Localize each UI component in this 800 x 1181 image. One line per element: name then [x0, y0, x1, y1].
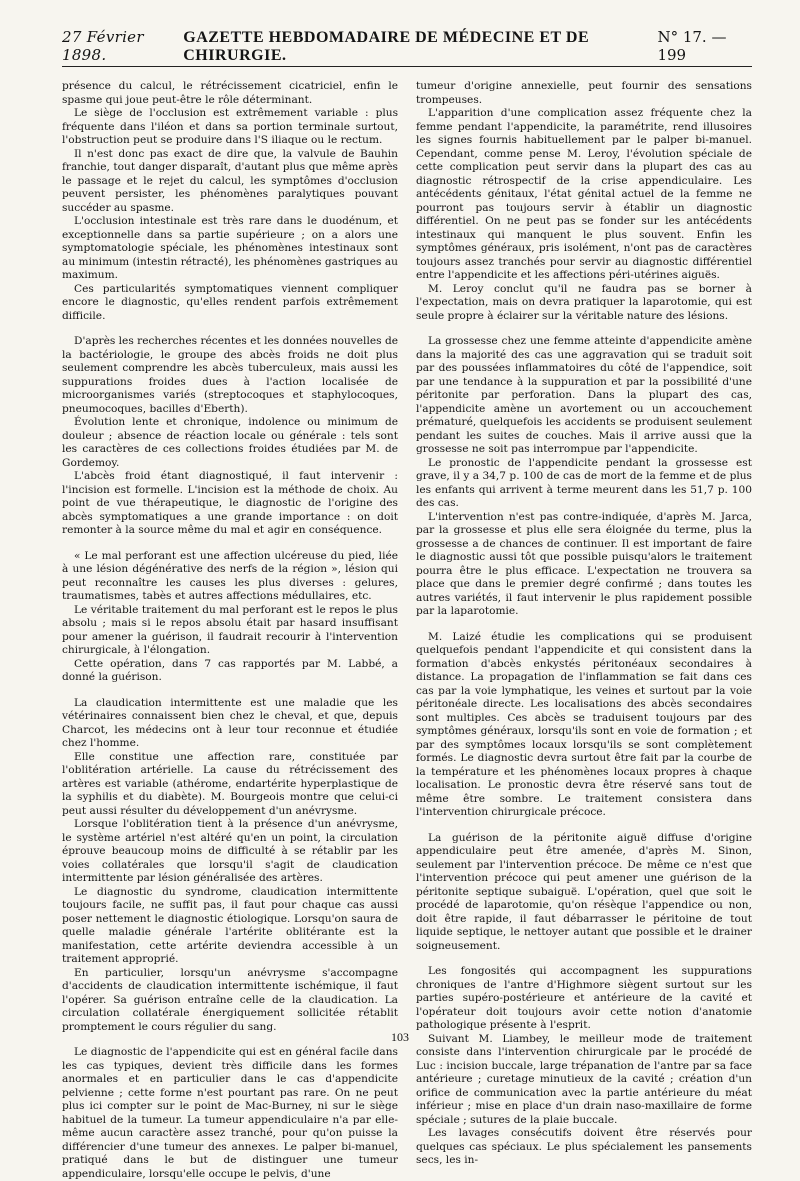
issue-number: N° 17. — 199: [657, 28, 727, 64]
journal-title: GAZETTE HEBDOMADAIRE DE MÉDECINE ET DE CHIRURGIE.: [183, 29, 590, 64]
page-header: [62, 28, 752, 67]
paragraph: La claudication intermittente est une maladie que les vétérinaires connaissent bien chez le cheval, et que, depuis Charcot, les médecins ont à leur tour reconnue et étudiée chez l'homme.: [62, 696, 398, 749]
paragraph: L'occlusion intestinale est très rare dans le duodénum, et exceptionnelle dans sa partie supérieure ; on a alors une symptomatologie spéciale, les phénomènes intestinaux sont au minimum (intestin rétracté), les phénomènes gastriques au maximum.: [62, 215, 398, 281]
paragraph: M. Laizé étudie les complications qui se produisent quelquefois pendant l'appendicite et qui consistent dans la formation d'abcès enkystés péritonéaux secondaires à distance. La propagation de l'inflammation se fait dans ces cas par la voie lymphatique, les veines et surtout par la voie péritonéale directe. Les localisations des abcès secondaires sont multiples. Ces abcès se traduisent toujours par des symptômes généraux, lorsqu'ils sont en voie de formation ; et par des symptômes locaux lorsqu'ils se sont complètement formés. Le diagnostic devra surtout être fait par la courbe de la température et les phénomènes locaux propres à chaque localisation. Le pronostic devra être réservé sans tout de même être sombre. Le traitement consistera dans l'intervention chirurgicale précoce.: [416, 630, 752, 818]
paragraph: D'après les recherches récentes et les données nouvelles de la bactériologie, le groupe des abcès froids ne doit plus seulement comprendre les abcès tuberculeux, mais aussi les suppurations froides dues à l'action localisée de microorganismes variés (streptocoques et staphylocoques, pneumocoques, bacilles d'Eberth).: [62, 335, 398, 415]
section-break: [62, 323, 398, 335]
section-break: [416, 953, 752, 965]
paragraph: M. Leroy conclut qu'il ne faudra pas se borner à l'expectation, mais on devra pratiquer la laparotomie, qui est seule propre à éclairer sur la véritable nature des lésions.: [416, 282, 752, 322]
section-break: [416, 323, 752, 335]
paragraph: En particulier, lorsqu'un anévrysme s'accompagne d'accidents de claudication intermittente ischémique, il faut l'opérer. Sa guérison entraîne celle de la claudication. La circulation collatérale énergiquement sollicitée rétablit promptement le cours régulier du sang.: [62, 966, 398, 1033]
paragraph: Les fongosités qui accompagnent les suppurations chroniques de l'antre d'Highmore siègent surtout sur les parties supéro-postérieure et antérieure de la cavité et l'opérateur doit toujours avoir cette notion d'anatomie pathologique présente à l'esprit.: [416, 965, 752, 1031]
paragraph: La grossesse chez une femme atteinte d'appendicite amène dans la majorité des cas une aggravation qui se traduit soit par des poussées inflammatoires du côté de l'appendice, soit par une tendance à la suppuration et par la possibilité d'une péritonite par perforation. Dans la plupart des cas, l'appendicite amène un avortement ou un accouchement prématuré, quelquefois les accidents se produisent seulement pendant les suites de couches. Mais il arrive aussi que la grossesse ne soit pas interrompue par l'appendicite.: [416, 335, 752, 455]
paragraph: Ces particularités symptomatiques viennent compliquer encore le diagnostic, qu'elles rendent parfois extrêmement difficile.: [62, 282, 398, 322]
paragraph: « Le mal perforant est une affection ulcéreuse du pied, liée à une lésion dégénérative des nerfs de la région », lésion qui peut reconnaître les causes les plus diverses : gelures, traumatismes, tabès et autres affections médullaires, etc.: [62, 549, 398, 602]
paragraph: L'abcès froid étant diagnostiqué, il faut intervenir : l'incision est formelle. L'incision est la méthode de choix. Au point de vue thérapeutique, le diagnostic de l'origine des abcès symptomatiques a une grande importance : on doit remonter à la source même du mal et agir en conséquence.: [62, 470, 398, 536]
paragraph: Le diagnostic du syndrome, claudication intermittente toujours facile, ne suffit pas, il faut pour chaque cas aussi poser nettement le diagnostic étiologique. Lorsqu'on saura de quelle maladie générale l'artérite oblitérante est la manifestation, cette artérite deviendra accessible à un traitement approprié.: [62, 885, 398, 965]
paragraph: Il n'est donc pas exact de dire que, la valvule de Bauhin franchie, tout danger disparaît, d'autant plus que même après le passage et le rejet du calcul, les symptômes d'occlusion peuvent persister, les phénomènes paralytiques pouvant succéder au spasme.: [62, 147, 398, 214]
paragraph: La guérison de la péritonite aiguë diffuse d'origine appendiculaire peut être amenée, d'après M. Sinon, seulement par l'intervention précoce. De même ce n'est que l'intervention précoce qui peut amener une guérison de la péritonite septique subaiguë. L'opération, quel que soit le procédé de laparotomie, qu'on résèque l'appendice ou non, doit être rapide, il faut débarrasser le péritoine de tout liquide septique, le nettoyer autant que possible et le drainer soigneusement.: [416, 831, 752, 952]
paragraph: Le véritable traitement du mal perforant est le repos le plus absolu ; mais si le repos absolu était par hasard insuffisant pour amener la guérison, il faudrait recourir à l'intervention chirurgicale, à l'élongation.: [62, 603, 398, 656]
section-break: [62, 685, 398, 697]
issue-date: 27 Février 1898.: [62, 28, 144, 64]
paragraph: L'intervention n'est pas contre-indiquée, d'après M. Jarca, par la grossesse et plus elle sera éloignée du terme, plus la grossesse a de chances de continuer. Il est important de faire le diagnostic aussi tôt que possible puisqu'alors le traitement pourra être le plus efficace. L'expectation ne trouvera sa place que dans le premier degré confirmé ; dans toutes les autres variétés, il faut intervenir le plus rapidement possible par la laparotomie.: [416, 510, 752, 617]
paragraph: Le diagnostic de l'appendicite qui est en général facile dans les cas typiques, devient très difficile dans les formes anormales et en particulier dans le cas d'appendicite pelvienne ; cette forme n'est pourtant pas rare. On ne peut plus ici compter sur le point de Mac-Burney, ni sur le siège habituel de la tumeur. La tumeur appendiculaire n'a par elle-même aucun caractère assez tranché, pour qu'on puisse la différencier d'une tumeur des annexes. Le palper bi-manuel, pratiqué dans le but de distinguer une tumeur appendiculaire, lorsqu'elle occupe le pelvis, d'une: [62, 1046, 398, 1180]
paragraph: présence du calcul, le rétrécissement cicatriciel, enfin le spasme qui joue peut-être le rôle déterminant.: [62, 80, 398, 106]
paragraph: L'apparition d'une complication assez fréquente chez la femme pendant l'appendicite, la paramétrite, rend illusoires les signes fournis habituellement par le palper bi-manuel. Cependant, comme pense M. Leroy, l'évolution spéciale de cette complication peut servir dans la plupart des cas au diagnostic rétrospectif de la crise appendiculaire. Les antécédents génitaux, l'état génital actuel de la femme ne pourront pas toujours servir à établir un diagnostic différentiel. On ne peut pas se fonder sur les antécédents intestinaux qui manquent le plus souvent. Enfin les symptômes généraux, pris isolément, n'ont pas de caractères toujours assez tranchés pour servir au diagnostic différentiel entre l'appendicite et les affections péri-utérines aiguës.: [416, 107, 752, 281]
right-column: [416, 80, 752, 1166]
paragraph: Le pronostic de l'appendicite pendant la grossesse est grave, il y a 34,7 p. 100 de cas de mort de la femme et de plus les enfants qui arrivent à terme meurent dans les 51,7 p. 100 des cas.: [416, 456, 752, 509]
paragraph: Elle constitue une affection rare, constituée par l'oblitération artérielle. La cause du rétrécissement des artères est variable (athérome, endartérite hyperplastique de la syphilis et du diabète). M. Bourgeois montre que celui-ci peut aussi résulter du développement d'un anévrysme.: [62, 750, 398, 817]
left-column: [62, 80, 398, 1180]
paragraph: tumeur d'origine annexielle, peut fournir des sensations trompeuses.: [416, 80, 752, 106]
paragraph: Suivant M. Liambey, le meilleur mode de traitement consiste dans l'intervention chirurgicale par le procédé de Luc : incision buccale, large trépanation de l'antre par sa face antérieure ; curetage minutieux de la cavité ; création d'un orifice de communication avec la partie antérieure du méat inférieur ; mise en place d'un drain naso-maxillaire de forme spéciale ; sutures de la plaie buccale.: [416, 1032, 752, 1126]
section-break: [416, 619, 752, 631]
paragraph: Le siège de l'occlusion est extrêmement variable : plus fréquente dans l'iléon et dans sa portion terminale surtout, l'obstruction peut se produire dans l'S iliaque ou le rectum.: [62, 107, 398, 146]
paragraph: Lorsque l'oblitération tient à la présence d'un anévrysme, le système artériel n'est altéré qu'en un point, la circulation éprouve beaucoup moins de difficulté à se rétablir par les voies collatérales que lorsqu'il s'agit de claudication intermittente par lésion généralisée des artères.: [62, 818, 398, 884]
section-break: [62, 538, 398, 550]
page-folio: 103: [391, 1030, 409, 1044]
paragraph: Cette opération, dans 7 cas rapportés par M. Labbé, a donné la guérison.: [62, 657, 398, 683]
paragraph: Évolution lente et chronique, indolence ou minimum de douleur ; absence de réaction locale ou générale : tels sont les caractères de ces collections froides étudiées par M. de Gordemoy.: [62, 416, 398, 469]
section-break: [416, 820, 752, 832]
paragraph: Les lavages consécutifs doivent être réservés pour quelques cas spéciaux. Le plus spécialement les pansements secs, les in-: [416, 1127, 752, 1166]
